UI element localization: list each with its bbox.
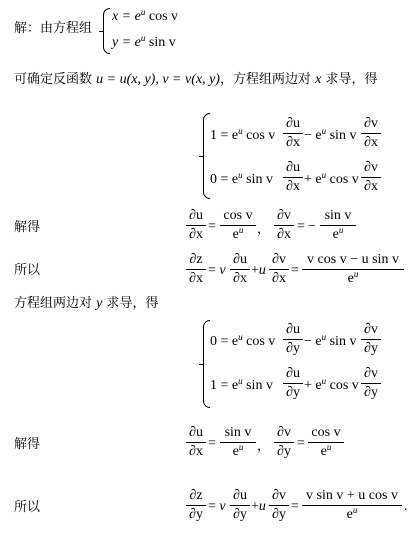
sys3-row2-b: + $e^u$ cos v xyxy=(304,376,359,393)
sys2-row2-a: $0 = e^u$ sin v xyxy=(210,170,273,187)
final-period: . xyxy=(404,499,408,514)
therefore-label-1: 所以 xyxy=(14,263,41,278)
solve-label-2: 解得 xyxy=(14,437,41,452)
sys2-row1-b: − $e^u$ sin v xyxy=(304,126,357,143)
comma-1: ， xyxy=(257,222,271,237)
therefore-label-2: 所以 xyxy=(14,500,41,515)
minus-1: − xyxy=(308,219,316,234)
dz-dx-result: v cos v − u sin v $e^u$ xyxy=(302,252,404,287)
solve-label-1: 解得 xyxy=(14,220,41,235)
dz-dx-expansion: = v xyxy=(208,263,226,278)
eq-3: = xyxy=(291,263,299,278)
sys3-row1-a: $0 = e^u$ cos v xyxy=(210,332,276,349)
dv-dy: ∂v ∂y xyxy=(274,425,294,460)
sys3-row1-frac1: ∂u ∂y xyxy=(283,322,303,357)
sys3-row1-b: − $e^u$ sin v xyxy=(304,332,357,349)
sys3-row2-a: $1 = e^u$ sin v xyxy=(210,376,273,393)
sys3-row2-frac1: ∂u ∂y xyxy=(283,366,303,401)
comma-2: ， xyxy=(257,439,271,454)
dv-dy-value: cos v $e^u$ xyxy=(308,425,344,460)
sys2-row1-frac2: ∂v ∂x xyxy=(361,116,381,151)
system2-brace xyxy=(203,113,210,199)
sys2-row2-b: + $e^u$ cos v xyxy=(304,170,359,187)
du-dx: ∂u ∂x xyxy=(186,208,206,243)
eq-6: = xyxy=(291,499,299,514)
sys3-row1-frac2: ∂v ∂y xyxy=(361,322,381,357)
sys3-row2-frac2: ∂v ∂y xyxy=(361,366,381,401)
sys2-row1-frac1: ∂u ∂x xyxy=(283,116,303,151)
dz-dx: ∂z ∂x xyxy=(186,252,206,287)
sys2-row2-frac1: ∂u ∂x xyxy=(283,160,303,195)
sys2-row1-a: $1 = e^u$ cos v xyxy=(210,126,276,143)
plus-u-1: +u xyxy=(251,263,266,278)
dz-dy-result: v sin v + u cos v $e^u$ xyxy=(302,488,402,523)
du-dy-2: ∂u ∂y xyxy=(230,488,250,523)
du-dy-value: sin v $e^u$ xyxy=(220,425,256,460)
y-derivative-sentence: 方程组两边对 y 求导，得 xyxy=(14,296,159,311)
du-dx-3: ∂u ∂x xyxy=(186,425,206,460)
dv-dx-value: sin v $e^u$ xyxy=(320,208,356,243)
plus-u-2: +u xyxy=(251,499,266,514)
system1-line1: $x = e^u$ cos v xyxy=(112,7,179,24)
eq-5: = xyxy=(297,436,305,451)
dv-dx: ∂v ∂x xyxy=(274,208,294,243)
system1-line2: $y = e^u$ sin v xyxy=(112,33,176,50)
sys2-row2-frac2: ∂v ∂x xyxy=(361,160,381,195)
intro-text: 解：由方程组 xyxy=(14,21,93,36)
du-dx-2: ∂u ∂x xyxy=(230,252,250,287)
eq-1: = xyxy=(208,219,216,234)
system1-brace xyxy=(103,8,110,54)
dv-dx-2: ∂v ∂x xyxy=(269,252,289,287)
dz-dy: ∂z ∂y xyxy=(186,488,206,523)
eq-4: = xyxy=(208,436,216,451)
dv-dy-2: ∂v ∂y xyxy=(269,488,289,523)
system3-brace xyxy=(203,320,210,408)
inverse-function-sentence: 可确定反函数 u = u(x, y), v = v(x, y)，方程组两边对 x 求导，得 xyxy=(14,72,378,87)
du-dx-value: cos v $e^u$ xyxy=(220,208,256,243)
eq-2: = xyxy=(297,219,305,234)
dz-dy-expansion: = v xyxy=(208,499,226,514)
